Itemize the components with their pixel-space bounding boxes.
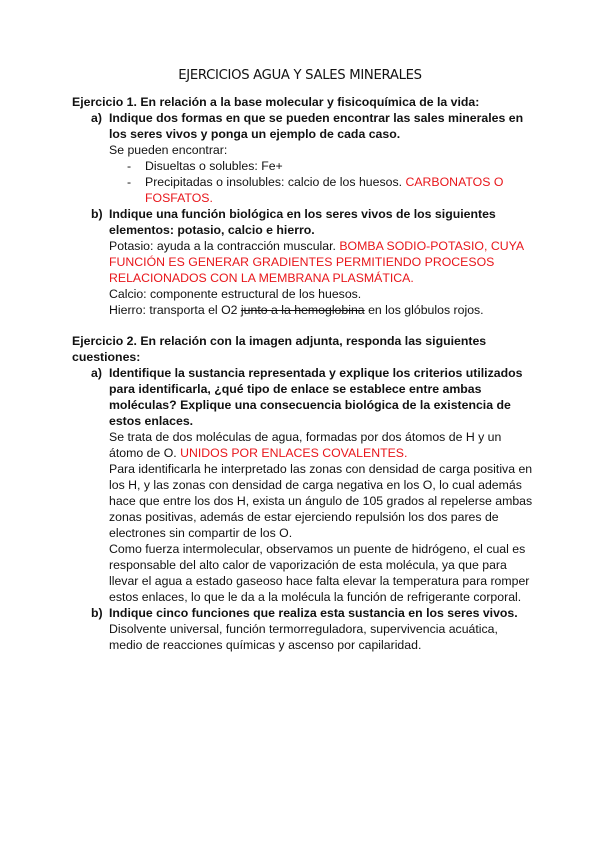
exercise-2b-marker: b) (91, 606, 103, 620)
answer-line: hace que entre los dos H, exista un ángulo de 105 grados al repelerse ambas (109, 494, 533, 508)
answer-line-hierro (109, 302, 484, 318)
exercise-2a-question-line: para identificarla, ¿qué tipo de enlace se establece entre ambas (109, 382, 482, 396)
exercise-2a-question-line: estos enlaces. (109, 414, 194, 428)
correction-text: CARBONATOS O (405, 175, 504, 189)
answer-line-potasio (109, 238, 524, 254)
answer-line: electrones sin compartir de los O. (109, 526, 293, 540)
answer-text: átomo de O. (109, 446, 181, 460)
exercise-1a-marker: a) (91, 111, 102, 125)
answer-line: medio de reacciones químicas y ascenso por capilaridad. (109, 638, 422, 652)
correction-text: RELACIONADOS CON LA MEMBRANA PLASMÁTICA. (109, 271, 414, 285)
exercise-1b-question-line: elementos: potasio, calcio e hierro. (109, 223, 315, 237)
answer-text: Hierro: transporta el O2 (109, 303, 241, 317)
exercise-2b-question-line: Indique cinco funciones que realiza esta sustancia en los seres vivos. (109, 606, 518, 620)
answer-line: estos enlaces, lo que le da a la molécula la función de refrigerante corporal. (109, 590, 522, 604)
exercise-1b-question-line: Indique una función biológica en los seres vivos de los siguientes (109, 207, 496, 221)
answer-line: llevar el agua a estado gaseoso hace falta elevar la temperatura para romper (109, 574, 530, 588)
answer-text: Potasio: ayuda a la contracción muscular. (109, 239, 336, 253)
exercise-1a-question-line: Indique dos formas en que se pueden encontrar las sales minerales en (109, 111, 524, 125)
exercise-2a-question-line: moléculas? Explique una consecuencia biológica de la existencia de (109, 398, 511, 412)
exercise-2-heading-line: cuestiones: (72, 350, 141, 364)
bullet-item-text: Precipitadas o insolubles: calcio de los huesos. (145, 175, 403, 189)
correction-text: FOSFATOS. (145, 191, 213, 205)
strikethrough-text: junto a la hemoglobina (240, 303, 365, 317)
answer-text: en los glóbulos rojos. (364, 303, 484, 317)
answer-line: responsable del alto calor de vaporización de esta molécula, ya que para (109, 558, 507, 572)
answer-line: los H, y las zonas con densidad de carga negativa en los O, lo cual además (109, 478, 522, 492)
exercise-2a-marker: a) (91, 366, 102, 380)
answer-line: Se trata de dos moléculas de agua, formadas por dos átomos de H y un (109, 430, 502, 444)
exercise-2-heading-line: Ejercicio 2. En relación con la imagen adjunta, responda las siguientes (72, 334, 487, 348)
exercise-1a-question-line: los seres vivos y ponga un ejemplo de cada caso. (109, 127, 401, 141)
answer-line: Para identificarla he interpretado las zonas con densidad de carga positiva en (109, 462, 533, 476)
bullet-item (145, 174, 503, 190)
bullet-dash: - (127, 159, 132, 173)
page-title: EJERCICIOS AGUA Y SALES MINERALES (178, 68, 422, 83)
answer-line: Como fuerza intermolecular, observamos un puente de hidrógeno, el cual es (109, 542, 526, 556)
correction-text: FUNCIÓN ES GENERAR GRADIENTES PERMITIENDO PROCESOS (109, 255, 495, 269)
correction-text: BOMBA SODIO-POTASIO, CUYA (339, 239, 525, 253)
exercise-1-heading: Ejercicio 1. En relación a la base molecular y fisicoquímica de la vida: (72, 95, 480, 109)
exercise-1b-marker: b) (91, 207, 103, 221)
answer-line: zonas positivas, además de estar ejerciendo repulsión los dos pares de (109, 510, 499, 524)
answer-line-calcio: Calcio: componente estructural de los huesos. (109, 287, 362, 301)
exercise-1a-answer-intro: Se pueden encontrar: (109, 143, 228, 157)
bullet-dash: - (127, 175, 132, 189)
answer-line (109, 445, 407, 461)
answer-line: Disolvente universal, función termorreguladora, supervivencia acuática, (109, 622, 498, 636)
correction-text: UNIDOS POR ENLACES COVALENTES. (180, 446, 408, 460)
exercise-2a-question-line: Identifique la sustancia representada y explique los criterios utilizados (109, 366, 523, 380)
bullet-item: Disueltas o solubles: Fe+ (145, 159, 283, 173)
